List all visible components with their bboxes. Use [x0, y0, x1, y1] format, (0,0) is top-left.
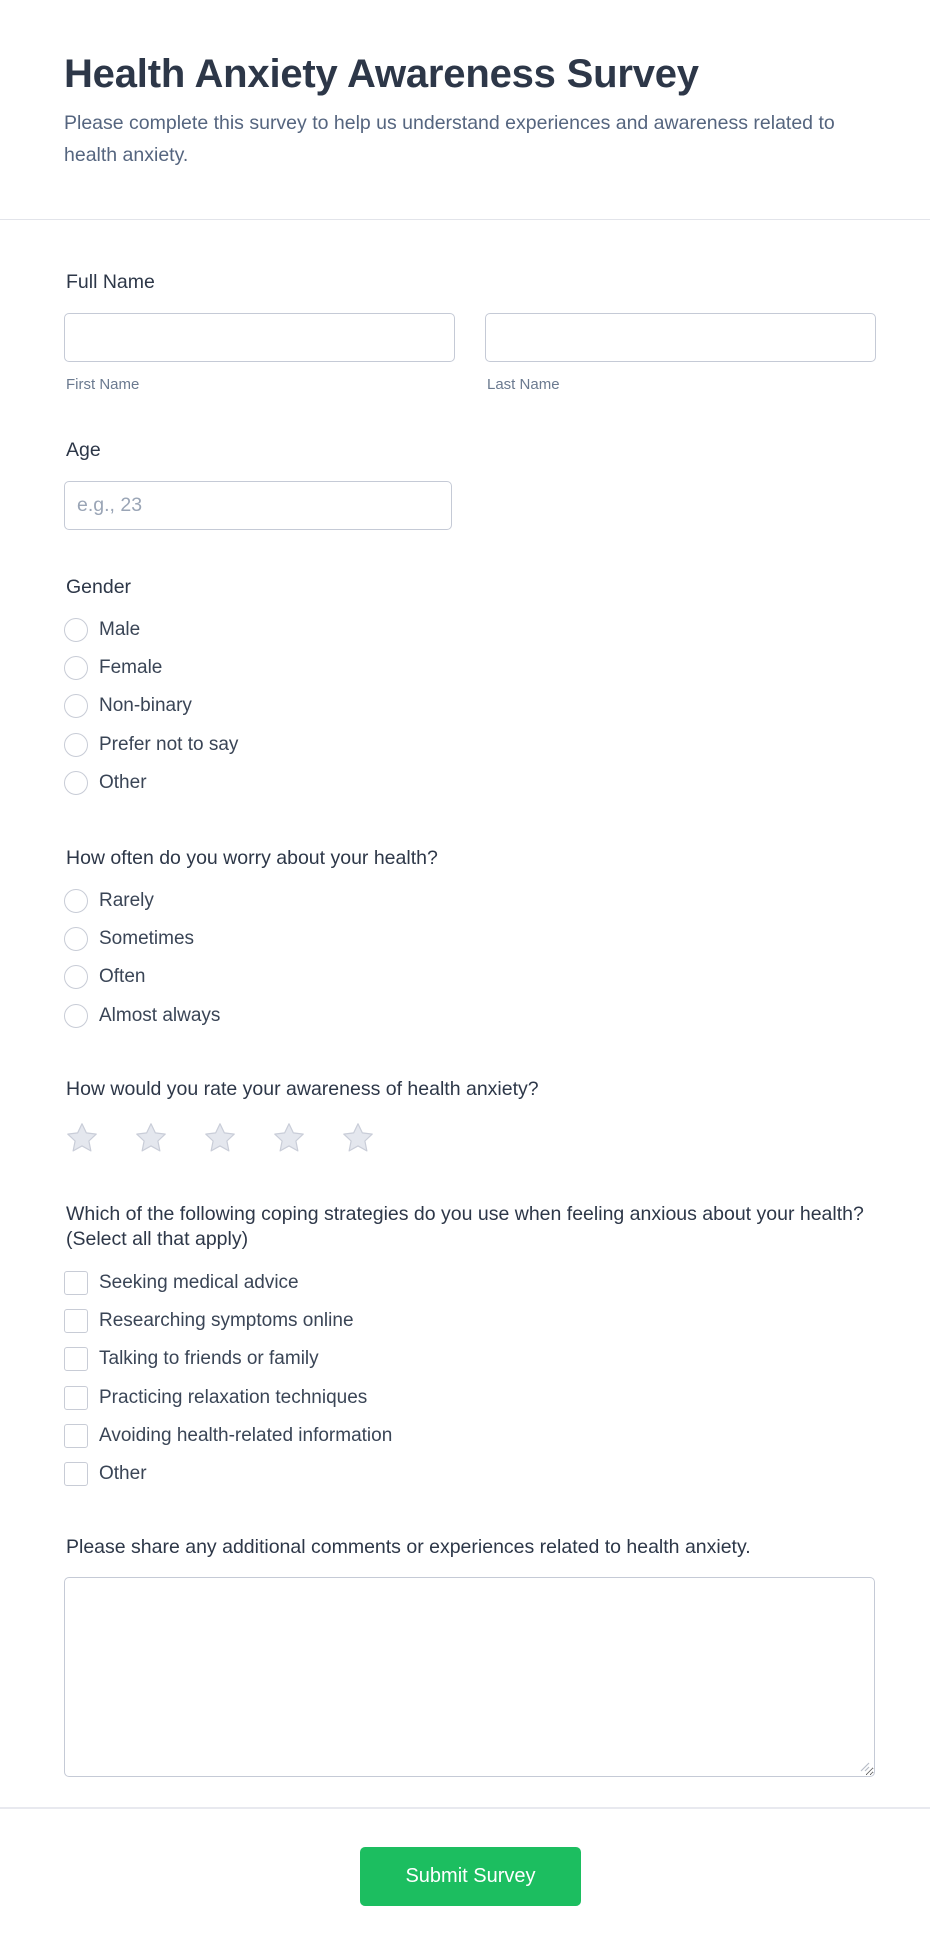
star-icon[interactable]	[133, 1120, 169, 1156]
page-title: Health Anxiety Awareness Survey	[64, 52, 699, 96]
coping-option-other[interactable]	[64, 1461, 147, 1487]
gender-label: Gender	[66, 576, 132, 598]
option-label: Other	[99, 772, 147, 793]
last-name-sublabel: Last Name	[487, 376, 560, 393]
option-label: Almost always	[99, 1005, 221, 1026]
checkbox[interactable]	[64, 1424, 88, 1448]
age-label: Age	[66, 439, 101, 461]
radio-button[interactable]	[64, 618, 88, 642]
checkbox[interactable]	[64, 1309, 88, 1333]
worry-option-often[interactable]	[64, 964, 145, 990]
option-label: Seeking medical advice	[99, 1272, 299, 1293]
comments-textarea[interactable]	[64, 1577, 875, 1777]
age-input[interactable]	[64, 481, 452, 530]
worry-option-sometimes[interactable]	[64, 926, 194, 952]
star-icon[interactable]	[202, 1120, 238, 1156]
resize-handle-icon[interactable]	[858, 1760, 870, 1772]
radio-button[interactable]	[64, 889, 88, 913]
coping-strategies-label: Which of the following coping strategies do you use when feeling anxious about your health? (Select all that apply)	[66, 1203, 864, 1250]
comments-label: Please share any additional comments or experiences related to health anxiety.	[66, 1536, 751, 1558]
option-label: Male	[99, 619, 141, 640]
option-label: Prefer not to say	[99, 734, 239, 755]
submit-survey-button[interactable]: Submit Survey	[360, 1847, 581, 1906]
worry-option-almost-always[interactable]	[64, 1003, 220, 1029]
option-label: Sometimes	[99, 928, 195, 949]
option-label: Avoiding health-related information	[99, 1425, 393, 1446]
gender-option-non-binary[interactable]	[64, 693, 192, 719]
option-label: Female	[99, 657, 163, 678]
coping-option-talking-to-friends-or-family[interactable]	[64, 1346, 319, 1372]
option-label: Non-binary	[99, 695, 192, 716]
footer-divider	[0, 1807, 930, 1809]
star-icon[interactable]	[64, 1120, 100, 1156]
full-name-label: Full Name	[66, 271, 155, 293]
gender-option-male[interactable]	[64, 617, 140, 643]
worry-frequency-label: How often do you worry about your health?	[66, 847, 438, 869]
awareness-rating-label: How would you rate your awareness of health anxiety?	[66, 1078, 539, 1100]
checkbox[interactable]	[64, 1386, 88, 1410]
gender-option-female[interactable]	[64, 655, 162, 681]
radio-button[interactable]	[64, 694, 88, 718]
option-label: Other	[99, 1463, 147, 1484]
coping-option-practicing-relaxation-techniques[interactable]	[64, 1385, 367, 1411]
option-label: Talking to friends or family	[99, 1348, 319, 1369]
form-header	[0, 0, 930, 220]
coping-option-researching-symptoms-online[interactable]	[64, 1308, 354, 1334]
radio-button[interactable]	[64, 965, 88, 989]
radio-button[interactable]	[64, 771, 88, 795]
radio-button[interactable]	[64, 927, 88, 951]
radio-button[interactable]	[64, 656, 88, 680]
last-name-input[interactable]	[485, 313, 876, 362]
gender-option-other[interactable]	[64, 770, 147, 796]
radio-button[interactable]	[64, 1004, 88, 1028]
option-label: Researching symptoms online	[99, 1310, 354, 1331]
coping-option-seeking-medical-advice[interactable]	[64, 1270, 299, 1296]
option-label: Rarely	[99, 890, 154, 911]
gender-option-prefer-not-to-say[interactable]	[64, 732, 238, 758]
option-label: Practicing relaxation techniques	[99, 1387, 368, 1408]
worry-option-rarely[interactable]	[64, 888, 154, 914]
checkbox[interactable]	[64, 1462, 88, 1486]
checkbox[interactable]	[64, 1347, 88, 1371]
star-icon[interactable]	[340, 1120, 376, 1156]
page-subtitle: Please complete this survey to help us understand experiences and awareness related to health anxiety.	[64, 112, 835, 166]
star-icon[interactable]	[271, 1120, 307, 1156]
checkbox[interactable]	[64, 1271, 88, 1295]
star-rating[interactable]	[64, 1120, 376, 1156]
first-name-sublabel: First Name	[66, 376, 140, 393]
coping-option-avoiding-health-related-information[interactable]	[64, 1423, 392, 1449]
radio-button[interactable]	[64, 733, 88, 757]
option-label: Often	[99, 966, 146, 987]
first-name-input[interactable]	[64, 313, 455, 362]
